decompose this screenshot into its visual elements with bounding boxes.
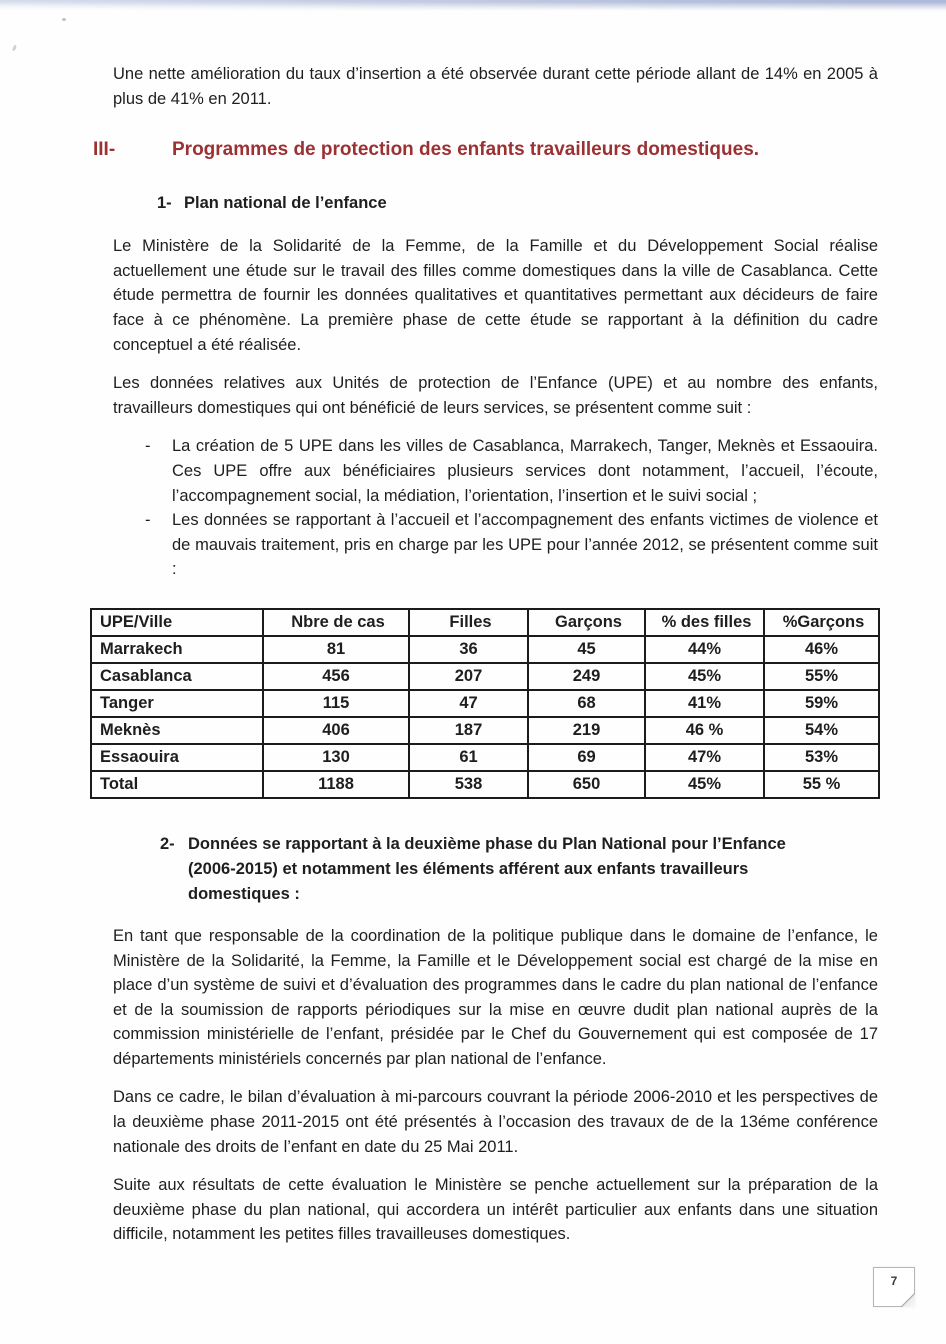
col-header-pct-garcons: %Garçons xyxy=(764,609,879,636)
intro-paragraph: Une nette amélioration du taux d’insertion a été observée durant cette période allant de 14% en 2005 à plus de 41% en 2011. xyxy=(113,65,878,108)
table-row xyxy=(91,717,879,744)
table-row xyxy=(91,636,879,663)
cell-city: Tanger xyxy=(91,690,263,717)
paragraph-suite: Suite aux résultats de cette évaluation le Ministère se penche actuellement sur la préparation de la deuxième phase du plan national, qui accordera un intérêt particulier aux enfants dans une situation difficile, notamment les petites filles travailleuses domestiques. xyxy=(113,1176,878,1244)
bullet-dash: - xyxy=(145,437,151,456)
bullet-list xyxy=(145,434,878,582)
table-header-row xyxy=(91,609,879,636)
upe-data-table xyxy=(90,608,880,799)
cell-city: Marrakech xyxy=(91,636,263,663)
cell-value: 115 xyxy=(263,690,409,717)
cell-value: 207 xyxy=(409,663,528,690)
cell-value: 45% xyxy=(645,771,764,798)
cell-city: Casablanca xyxy=(91,663,263,690)
bullet-text: La création de 5 UPE dans les villes de Casablanca, Marrakech, Tanger, Meknès et Essaouira. Ces UPE offre aux bénéficiaires plusieurs services dont notamment, l’accueil, l’écoute, l’accompagnement social, la médiation, l’orientation, l’insertion et le suivi social ; xyxy=(172,437,878,505)
scan-speck xyxy=(62,18,66,21)
cell-value: 538 xyxy=(409,771,528,798)
document-content xyxy=(93,62,878,1247)
table-row xyxy=(91,690,879,717)
subsection-1-heading xyxy=(157,191,878,215)
cell-value: 456 xyxy=(263,663,409,690)
subsection-2-heading xyxy=(160,832,832,907)
scan-edge-artifact xyxy=(0,0,946,11)
cell-value: 219 xyxy=(528,717,645,744)
col-header-filles: Filles xyxy=(409,609,528,636)
table-row xyxy=(91,744,879,771)
paragraph-upe-intro: Les données relatives aux Unités de protection de l’Enfance (UPE) et au nombre des enfants, travailleurs domestiques qui ont bénéficié de leurs services, se présentent comme suit : xyxy=(113,374,878,417)
section-title: Programmes de protection des enfants travailleurs domestiques. xyxy=(172,139,760,161)
subsection-1-label: 1- xyxy=(157,194,172,213)
col-header-garcons: Garçons xyxy=(528,609,645,636)
cell-value: 47 xyxy=(409,690,528,717)
subsection-2-title: Données se rapportant à la deuxième phase du Plan National pour l’Enfance (2006-2015) et notamment les éléments afférent aux enfants travailleurs domestiques : xyxy=(188,834,786,903)
cell-value: 69 xyxy=(528,744,645,771)
cell-value: 59% xyxy=(764,690,879,717)
col-header-ville: UPE/Ville xyxy=(91,609,263,636)
cell-value: 650 xyxy=(528,771,645,798)
cell-city: Total xyxy=(91,771,263,798)
cell-city: Meknès xyxy=(91,717,263,744)
cell-value: 406 xyxy=(263,717,409,744)
cell-value: 130 xyxy=(263,744,409,771)
cell-value: 81 xyxy=(263,636,409,663)
table-row xyxy=(91,663,879,690)
page-corner-fold-icon xyxy=(901,1293,915,1307)
cell-value: 45% xyxy=(645,663,764,690)
cell-value: 55 % xyxy=(764,771,879,798)
page-number-box xyxy=(873,1267,915,1307)
paragraph-ministere: Le Ministère de la Solidarité de la Femme, de la Famille et du Développement Social réalise actuellement une étude sur le travail des filles comme domestiques dans la ville de Casablanca. Cette étude permettra de fournir les données qualitatives et quantitatives permettant aux décideurs de faire face à ce phénomène. La première phase de cette étude se rapportant à la définition du cadre conceptuel a été réalisée. xyxy=(113,237,878,354)
cell-city: Essaouira xyxy=(91,744,263,771)
col-header-pct-filles: % des filles xyxy=(645,609,764,636)
paragraph-coordination: En tant que responsable de la coordination de la politique publique dans le domaine de l’enfance, le Ministère de la Solidarité, la Femme, la Famille et le Développement social est chargé de la mise en place d’un système de suivi et d’évaluation des programmes dans le cadre du plan national de l’enfance et de la soumission de rapports périodiques sur la mise en œuvre dudit plan national auprès de la commission ministérielle de l’enfant, présidée par le Chef du Gouvernement qui est composée de 17 départements ministériels concernés par plan national de l’enfance. xyxy=(113,926,878,1068)
bullet-text: Les données se rapportant à l’accueil et l’accompagnement des enfants victimes de violence et de mauvais traitement, pris en charge par les UPE pour l’année 2012, se présentent comme suit : xyxy=(172,511,878,579)
page-number: 7 xyxy=(890,1274,898,1288)
cell-value: 54% xyxy=(764,717,879,744)
cell-value: 44% xyxy=(645,636,764,663)
cell-value: 41% xyxy=(645,690,764,717)
subsection-1-title: Plan national de l’enfance xyxy=(184,194,387,213)
cell-value: 46% xyxy=(764,636,879,663)
cell-value: 249 xyxy=(528,663,645,690)
cell-value: 53% xyxy=(764,744,879,771)
list-item xyxy=(145,434,878,508)
subsection-2-label: 2- xyxy=(160,834,175,853)
cell-value: 61 xyxy=(409,744,528,771)
cell-value: 55% xyxy=(764,663,879,690)
section-numeral: III- xyxy=(93,139,116,161)
cell-value: 36 xyxy=(409,636,528,663)
bullet-dash: - xyxy=(145,511,151,530)
paragraph-bilan: Dans ce cadre, le bilan d’évaluation à mi-parcours couvrant la période 2006-2010 et les perspectives de la deuxième phase 2011-2015 ont été présentés à l’occasion des travaux de de la 13éme conférence nationale des droits de l’enfant en date du 25 Mai 2011. xyxy=(113,1088,878,1156)
cell-value: 68 xyxy=(528,690,645,717)
cell-value: 46 % xyxy=(645,717,764,744)
cell-value: 45 xyxy=(528,636,645,663)
list-item xyxy=(145,508,878,582)
cell-value: 1188 xyxy=(263,771,409,798)
table-total-row xyxy=(91,771,879,798)
col-header-nbre: Nbre de cas xyxy=(263,609,409,636)
cell-value: 47% xyxy=(645,744,764,771)
cell-value: 187 xyxy=(409,717,528,744)
section-heading xyxy=(93,137,878,163)
scan-speck xyxy=(12,45,17,52)
